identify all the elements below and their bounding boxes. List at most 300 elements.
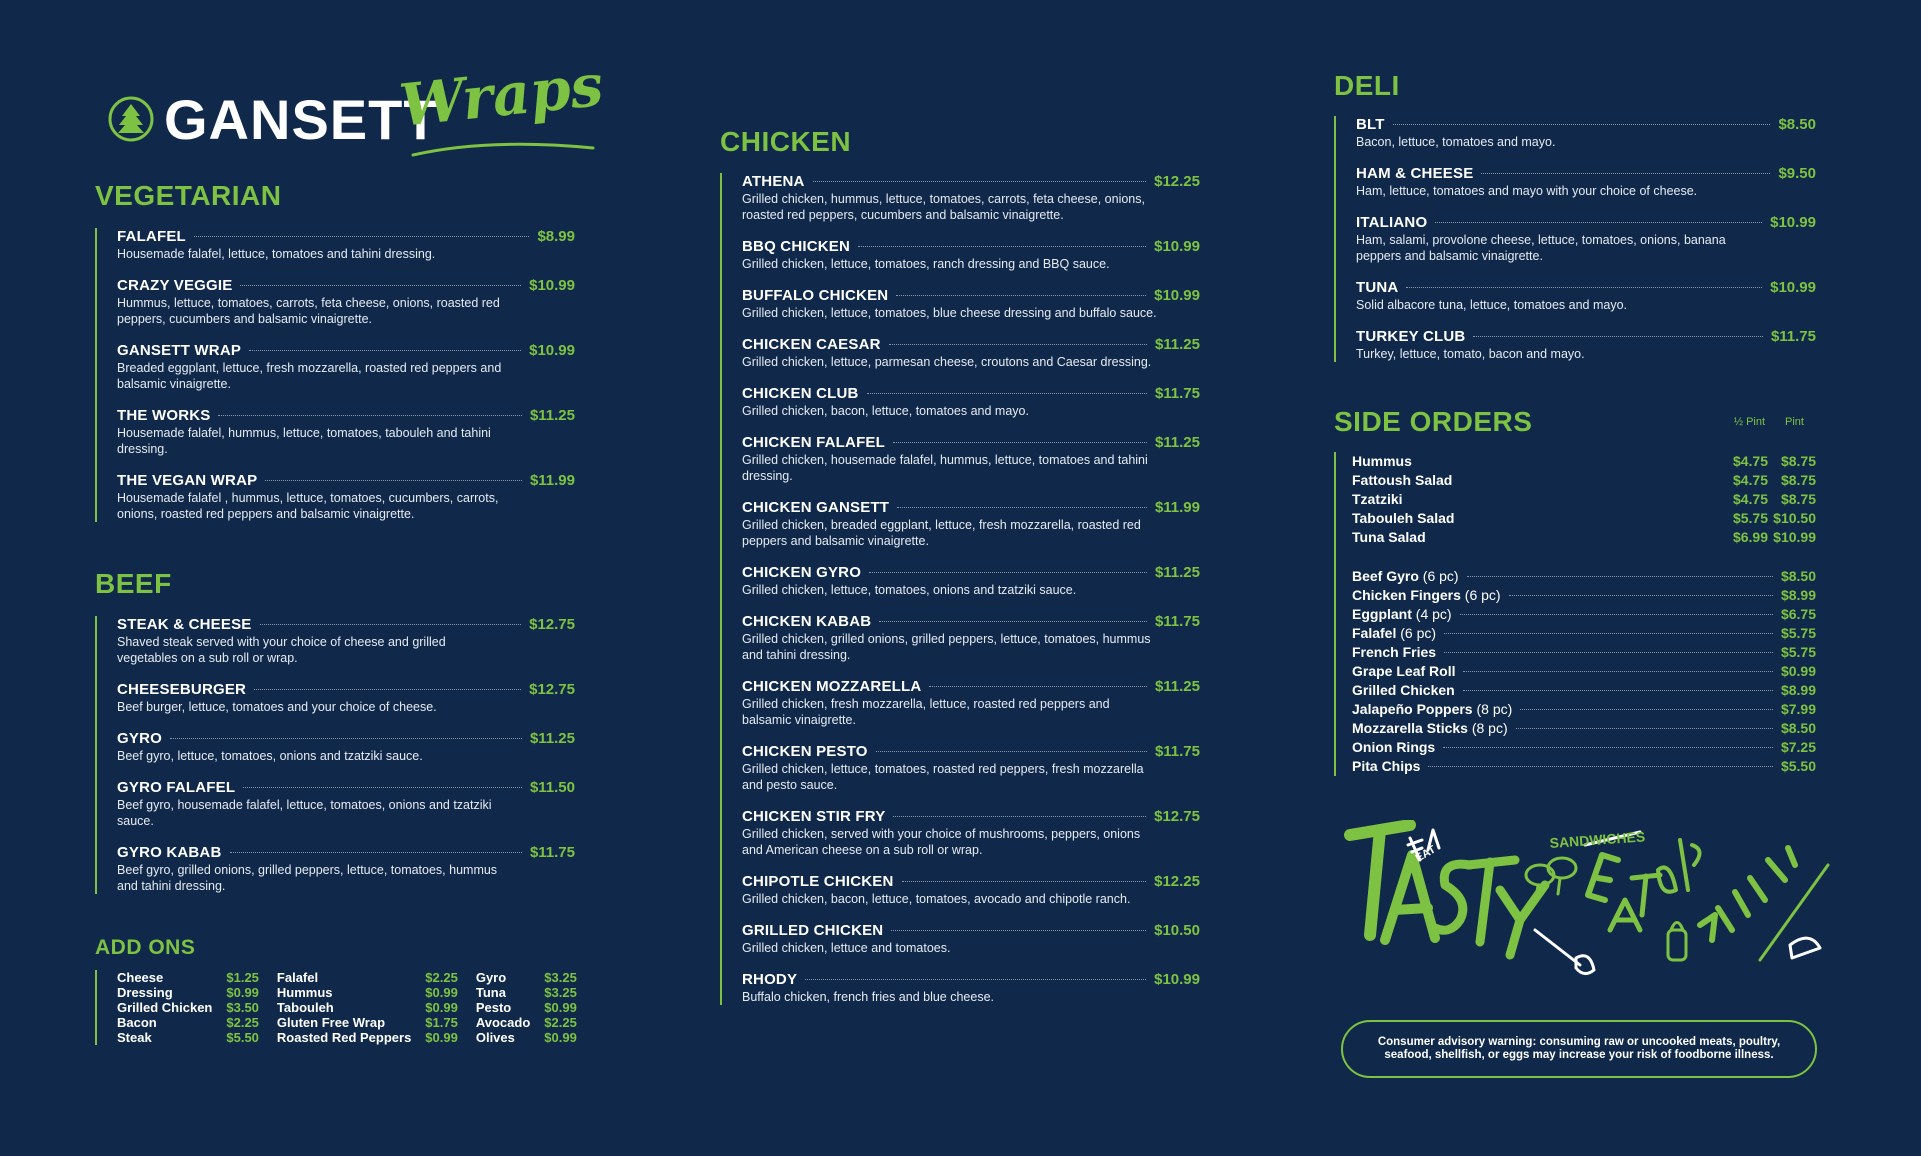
dotted-leader	[902, 881, 1147, 882]
menu-item-description: Grilled chicken, served with your choice of mushrooms, peppers, onions and American cheese on a sub roll or wrap.	[742, 827, 1141, 857]
addon-name: Gyro	[475, 970, 507, 985]
side-item-name: Chicken Fingers	[1352, 587, 1461, 603]
menu-item-name: TURKEY CLUB	[1356, 328, 1466, 345]
addon-name: Falafel	[276, 970, 319, 985]
dotted-leader	[879, 621, 1147, 622]
side-item-price: $8.50	[1780, 568, 1816, 584]
dotted-leader	[1393, 124, 1771, 125]
addon-name: Grilled Chicken	[117, 1000, 213, 1015]
menu-item-price: $11.99	[1154, 499, 1200, 516]
addon-price: $1.75	[425, 1015, 458, 1030]
tasty-doodle-illustration	[1340, 820, 1830, 985]
side-item-price: $5.50	[1780, 758, 1816, 774]
side-item-price: $7.99	[1780, 701, 1816, 717]
menu-item	[117, 277, 575, 327]
side-item-price: $8.99	[1780, 682, 1816, 698]
dotted-leader	[1516, 728, 1773, 729]
menu-item-name: FALAFEL	[117, 228, 186, 245]
menu-item-name: STEAK & CHEESE	[117, 616, 252, 633]
side-item-name-wrap	[1352, 757, 1420, 776]
salad-table	[1352, 452, 1816, 547]
vegetarian-section	[95, 182, 575, 522]
menu-item-name: CHICKEN GANSETT	[742, 499, 890, 516]
addon-price: $0.99	[544, 1030, 577, 1045]
menu-item-description: Grilled chicken, bacon, lettuce, tomatoes and mayo.	[742, 404, 1029, 418]
menu-item-name: CHICKEN CAESAR	[742, 336, 881, 353]
addon-price: $2.25	[544, 1015, 577, 1030]
menu-item	[742, 808, 1200, 858]
menu-item-description: Beef gyro, housemade falafel, lettuce, tomatoes, onions and tzatziki sauce.	[117, 798, 492, 828]
dotted-leader	[243, 787, 522, 788]
addon-price: $5.50	[226, 1030, 259, 1045]
menu-item-price: $11.25	[529, 407, 575, 424]
menu-item-header	[742, 613, 1200, 630]
doodle-word-sandwiches: SANDWICHES	[1549, 828, 1646, 851]
side-item-name: Mozzarella Sticks	[1352, 720, 1468, 736]
dotted-leader	[194, 236, 530, 237]
side-item	[1352, 586, 1816, 605]
menu-item-header	[742, 678, 1200, 695]
dotted-leader	[1428, 766, 1772, 767]
menu-item-price: $10.99	[1154, 971, 1200, 988]
menu-item-header	[1356, 116, 1816, 133]
section-title: BEEF	[95, 568, 172, 599]
menu-item	[742, 922, 1200, 956]
dotted-leader	[1509, 595, 1773, 596]
menu-item-header	[1356, 214, 1816, 231]
dotted-leader	[260, 624, 522, 625]
menu-item-price: $11.50	[529, 779, 575, 796]
side-item-portion: (8 pc)	[1467, 720, 1508, 736]
addon-name: Hummus	[276, 985, 333, 1000]
side-orders-section	[1334, 408, 1816, 776]
dotted-leader	[896, 295, 1146, 296]
menu-item-name: GRILLED CHICKEN	[742, 922, 884, 939]
side-item-name: French Fries	[1352, 644, 1437, 660]
addon-name: Tuna	[475, 985, 506, 1000]
side-item-name-wrap	[1352, 681, 1455, 700]
menu-item-description: Housemade falafel , hummus, lettuce, tomatoes, cucumbers, carrots, onions, roasted red peppers and balsamic vinaigrette.	[117, 491, 499, 521]
menu-item-name: RHODY	[742, 971, 798, 988]
menu-item-header	[742, 922, 1200, 939]
brand-name: GANSETT	[164, 88, 439, 151]
menu-item-description: Beef burger, lettuce, tomatoes and your choice of cheese.	[117, 700, 437, 714]
menu-item-name: CHEESEBURGER	[117, 681, 247, 698]
menu-item-price: $12.25	[1154, 173, 1200, 190]
dotted-leader	[230, 852, 522, 853]
menu-item-description: Beef gyro, lettuce, tomatoes, onions and tzatziki sauce.	[117, 749, 423, 763]
menu-item	[742, 173, 1200, 223]
addon-price: $2.25	[226, 1015, 259, 1030]
menu-item	[1356, 328, 1816, 362]
menu-item-header	[117, 342, 575, 359]
salad-pint-price: $8.75	[1780, 472, 1816, 488]
menu-item-description: Beef gyro, grilled onions, grilled peppers, lettuce, tomatoes, hummus and tahini dressing.	[117, 863, 498, 893]
menu-item-description: Grilled chicken, lettuce, tomatoes, onions and tzatziki sauce.	[742, 583, 1077, 597]
menu-item-header	[742, 238, 1200, 255]
side-item-name-wrap	[1352, 662, 1455, 681]
salad-pint-price: $8.75	[1780, 453, 1816, 469]
dotted-leader	[254, 689, 521, 690]
side-item	[1352, 738, 1816, 757]
side-item-portion: (8 pc)	[1472, 701, 1513, 717]
menu-item-description: Grilled chicken, bacon, lettuce, tomatoes, avocado and chipotle ranch.	[742, 892, 1131, 906]
addon-name: Bacon	[117, 1015, 157, 1030]
salad-name: Tabouleh Salad	[1352, 510, 1455, 526]
menu-item-name: THE VEGAN WRAP	[117, 472, 258, 489]
menu-item-price: $12.75	[1154, 808, 1200, 825]
menu-item-header	[117, 407, 575, 424]
brand-script: Wraps	[396, 50, 607, 140]
menu-item-header	[1356, 328, 1816, 345]
menu-item-price: $11.25	[1154, 564, 1200, 581]
menu-item-name: BBQ CHICKEN	[742, 238, 851, 255]
salad-half-pint-price: $4.75	[1732, 472, 1768, 488]
side-orders-list	[1334, 452, 1816, 776]
side-item	[1352, 567, 1816, 586]
menu-item-header	[117, 730, 575, 747]
dotted-leader	[1443, 747, 1773, 748]
menu-item-price: $12.75	[529, 681, 575, 698]
side-item-name-wrap	[1352, 624, 1436, 643]
menu-item	[117, 228, 575, 262]
menu-item	[117, 730, 575, 764]
chicken-section	[720, 128, 1200, 1005]
dotted-leader	[1444, 633, 1773, 634]
menu-item-name: GYRO FALAFEL	[117, 779, 236, 796]
menu-item-description: Grilled chicken, lettuce and tomatoes.	[742, 941, 951, 955]
menu-item-description: Solid albacore tuna, lettuce, tomatoes and mayo.	[1356, 298, 1627, 312]
menu-item-description: Grilled chicken, lettuce, parmesan cheese, croutons and Caesar dressing.	[742, 355, 1152, 369]
side-item	[1352, 624, 1816, 643]
dotted-leader	[240, 285, 521, 286]
doodle-word-eat: EAT	[1413, 843, 1438, 865]
beef-list	[95, 616, 575, 894]
menu-item-price: $11.99	[529, 472, 575, 489]
menu-item-name: TUNA	[1356, 279, 1399, 296]
dotted-leader	[1460, 614, 1773, 615]
menu-item-header	[742, 971, 1200, 988]
side-item-name-wrap	[1352, 586, 1501, 605]
menu-item	[742, 743, 1200, 793]
menu-item-description: Grilled chicken, grilled onions, grilled peppers, lettuce, tomatoes, hummus and tahini dressing.	[742, 632, 1151, 662]
side-item-name-wrap	[1352, 643, 1436, 662]
menu-item-price: $8.50	[1778, 116, 1816, 133]
menu-item	[117, 342, 575, 392]
side-item-name: Jalapeño Poppers	[1352, 701, 1473, 717]
deli-list	[1334, 116, 1816, 362]
menu-item-name: CHICKEN CLUB	[742, 385, 859, 402]
side-item	[1352, 662, 1816, 681]
menu-item-price: $11.25	[1154, 678, 1200, 695]
menu-item-description: Ham, lettuce, tomatoes and mayo with your choice of cheese.	[1356, 184, 1698, 198]
side-item	[1352, 643, 1816, 662]
menu-item-header	[117, 844, 575, 861]
addon-name: Dressing	[117, 985, 173, 1000]
menu-item-name: CHICKEN FALAFEL	[742, 434, 885, 451]
menu-item-price: $9.50	[1778, 165, 1816, 182]
side-column-labels	[1734, 416, 1816, 428]
menu-item	[117, 681, 575, 715]
menu-item-header	[742, 499, 1200, 516]
dotted-leader	[929, 686, 1147, 687]
beef-section	[95, 570, 575, 894]
dotted-leader	[1520, 709, 1773, 710]
menu-item-name: CHIPOTLE CHICKEN	[742, 873, 894, 890]
dotted-leader	[249, 350, 521, 351]
addon-name: Pesto	[475, 1000, 512, 1015]
dotted-leader	[891, 930, 1146, 931]
dotted-leader	[1481, 173, 1770, 174]
menu-item-header	[117, 779, 575, 796]
menu-item-description: Housemade falafel, hummus, lettuce, tomatoes, tabouleh and tahini dressing.	[117, 426, 491, 456]
side-item-name-wrap	[1352, 719, 1508, 738]
dotted-leader	[867, 393, 1147, 394]
menu-item-description: Grilled chicken, fresh mozzarella, lettuce, roasted red peppers and balsamic vinaigrette.	[742, 697, 1110, 727]
addon-name: Steak	[117, 1030, 152, 1045]
dotted-leader	[897, 507, 1147, 508]
menu-item-header	[1356, 279, 1816, 296]
addon-name: Cheese	[117, 970, 164, 985]
dotted-leader	[1444, 652, 1773, 653]
side-item-name-wrap	[1352, 605, 1452, 624]
menu-item-header	[742, 808, 1200, 825]
addon-price: $3.25	[544, 970, 577, 985]
side-item	[1352, 700, 1816, 719]
dotted-leader	[1463, 690, 1773, 691]
salad-name: Tuna Salad	[1352, 529, 1426, 545]
half-pint-label: ½ Pint	[1733, 416, 1766, 428]
side-item-price: $8.50	[1780, 720, 1816, 736]
menu-item-header	[1356, 165, 1816, 182]
dotted-leader	[893, 442, 1147, 443]
consumer-advisory: Consumer advisory warning: consuming raw or uncooked meats, poultry, seafood, shellfish, or eggs may increase your risk of foodborne illness.	[1341, 1020, 1817, 1078]
dotted-leader	[893, 816, 1146, 817]
menu-item-description: Shaved steak served with your choice of cheese and grilled vegetables on a sub roll or wrap.	[117, 635, 446, 665]
menu-item-description: Grilled chicken, housemade falafel, hummus, lettuce, tomatoes and tahini dressing.	[742, 453, 1148, 483]
dotted-leader	[1406, 287, 1762, 288]
side-item-portion: (4 pc)	[1411, 606, 1452, 622]
addon-column	[117, 970, 259, 1045]
menu-item-price: $11.25	[1154, 434, 1200, 451]
menu-item-name: ITALIANO	[1356, 214, 1428, 231]
menu-item-price: $11.25	[529, 730, 575, 747]
menu-item	[742, 873, 1200, 907]
menu-item	[117, 844, 575, 894]
addon-name: Tabouleh	[276, 1000, 334, 1015]
menu-item	[117, 472, 575, 522]
menu-item-price: $11.25	[1154, 336, 1200, 353]
menu-item-name: GYRO	[117, 730, 162, 747]
vegetarian-list	[95, 228, 575, 522]
menu-item-name: CHICKEN KABAB	[742, 613, 872, 630]
dotted-leader	[1435, 222, 1762, 223]
addon-price: $0.99	[425, 985, 458, 1000]
dotted-leader	[1463, 671, 1772, 672]
section-title: SIDE ORDERS	[1334, 406, 1533, 437]
side-item-name: Onion Rings	[1352, 739, 1436, 755]
menu-item-description: Breaded eggplant, lettuce, fresh mozzarella, roasted red peppers and balsamic vinaigrette.	[117, 361, 502, 391]
menu-item-name: CHICKEN PESTO	[742, 743, 868, 760]
side-item-portion: (6 pc)	[1396, 625, 1437, 641]
addon-price: $0.99	[425, 1030, 458, 1045]
menu-item	[742, 564, 1200, 598]
menu-item-header	[742, 434, 1200, 451]
sides-list	[1352, 567, 1816, 776]
side-item-price: $8.99	[1780, 587, 1816, 603]
side-item-name: Grape Leaf Roll	[1352, 663, 1456, 679]
salad-half-pint-price: $4.75	[1732, 491, 1768, 507]
menu-item-price: $10.99	[529, 342, 575, 359]
side-item-price: $0.99	[1780, 663, 1816, 679]
salad-name: Hummus	[1352, 453, 1412, 469]
side-item	[1352, 719, 1816, 738]
salad-pint-price: $10.50	[1773, 510, 1816, 526]
section-title: ADD ONS	[95, 936, 196, 959]
menu-item-name: CRAZY VEGGIE	[117, 277, 233, 294]
dotted-leader	[218, 415, 521, 416]
dotted-leader	[813, 181, 1147, 182]
side-item	[1352, 605, 1816, 624]
menu-item-description: Hummus, lettuce, tomatoes, carrots, feta cheese, onions, roasted red peppers, cucumbers and balsamic vinaigrette.	[117, 296, 500, 326]
dotted-leader	[805, 979, 1146, 980]
addons-grid	[95, 970, 577, 1045]
addons-section	[95, 937, 577, 1045]
section-title: DELI	[1334, 70, 1400, 101]
menu-item-price: $11.75	[1154, 743, 1200, 760]
menu-item-header	[117, 277, 575, 294]
addon-name: Avocado	[475, 1015, 531, 1030]
menu-item	[117, 407, 575, 457]
menu-item	[1356, 279, 1816, 313]
side-item-name: Beef Gyro	[1352, 568, 1419, 584]
addon-name: Olives	[475, 1030, 515, 1045]
dotted-leader	[1467, 576, 1773, 577]
menu-item-name: GYRO KABAB	[117, 844, 222, 861]
addon-price: $0.99	[226, 985, 259, 1000]
menu-item-price: $11.75	[529, 844, 575, 861]
menu-item-description: Grilled chicken, lettuce, tomatoes, roasted red peppers, fresh mozzarella and pesto sauce.	[742, 762, 1144, 792]
menu-item-price: $11.75	[1770, 328, 1816, 345]
menu-item-price: $12.75	[529, 616, 575, 633]
menu-item-name: CHICKEN MOZZARELLA	[742, 678, 922, 695]
menu-item-header	[742, 385, 1200, 402]
pint-label: Pint	[1785, 416, 1804, 428]
dotted-leader	[265, 480, 522, 481]
salad-pint-price: $8.75	[1780, 491, 1816, 507]
menu-item-description: Housemade falafel, lettuce, tomatoes and tahini dressing.	[117, 247, 436, 261]
addon-price: $3.25	[544, 985, 577, 1000]
menu-item-description: Grilled chicken, breaded eggplant, lettuce, fresh mozzarella, roasted red peppers and balsamic vinaigrette.	[742, 518, 1141, 548]
addon-price: $1.25	[226, 970, 259, 985]
tree-icon	[108, 96, 154, 142]
addon-name: Roasted Red Peppers	[276, 1030, 412, 1045]
menu-item-name: THE WORKS	[117, 407, 211, 424]
menu-item-header	[117, 228, 575, 245]
addon-price: $0.99	[544, 1000, 577, 1015]
menu-item-name: ATHENA	[742, 173, 805, 190]
side-item-name: Grilled Chicken	[1352, 682, 1455, 698]
side-item	[1352, 757, 1816, 776]
menu-item-price: $10.99	[1154, 238, 1200, 255]
menu-item	[117, 616, 575, 666]
dotted-leader	[889, 344, 1147, 345]
menu-item-price: $12.25	[1154, 873, 1200, 890]
addon-column	[476, 970, 577, 1045]
menu-item	[117, 779, 575, 829]
section-title: VEGETARIAN	[95, 180, 282, 211]
addon-price: $0.99	[425, 1000, 458, 1015]
menu-item-description: Ham, salami, provolone cheese, lettuce, tomatoes, onions, banana peppers and balsamic vinaigrette.	[1356, 233, 1726, 263]
side-item-price: $6.75	[1780, 606, 1816, 622]
menu-item	[742, 499, 1200, 549]
addon-column	[277, 970, 458, 1045]
menu-item-description: Grilled chicken, lettuce, tomatoes, blue cheese dressing and buffalo sauce.	[742, 306, 1157, 320]
menu-item-header	[117, 616, 575, 633]
menu-item-header	[742, 287, 1200, 304]
menu-item	[1356, 214, 1816, 264]
menu-item-header	[742, 173, 1200, 190]
menu-item-header	[742, 336, 1200, 353]
dotted-leader	[858, 246, 1146, 247]
menu-item-header	[742, 873, 1200, 890]
side-item-name-wrap	[1352, 700, 1512, 719]
side-item-name: Pita Chips	[1352, 758, 1421, 774]
section-title: CHICKEN	[720, 126, 852, 157]
side-item-name: Falafel	[1352, 625, 1397, 641]
salad-half-pint-price: $5.75	[1732, 510, 1768, 526]
brand-logo	[108, 50, 608, 162]
menu-item-header	[742, 743, 1200, 760]
menu-item-price: $10.99	[1154, 287, 1200, 304]
menu-item-name: CHICKEN GYRO	[742, 564, 862, 581]
side-item-price: $5.75	[1780, 625, 1816, 641]
menu-item-description: Grilled chicken, hummus, lettuce, tomatoes, carrots, feta cheese, onions, roasted red peppers, cucumbers and balsamic vinaigrette.	[742, 192, 1145, 222]
addon-price: $2.25	[425, 970, 458, 985]
menu-item-price: $10.99	[529, 277, 575, 294]
menu-item-price: $11.75	[1154, 385, 1200, 402]
addon-name: Gluten Free Wrap	[276, 1015, 386, 1030]
menu-item-price: $11.75	[1154, 613, 1200, 630]
menu-item-description: Buffalo chicken, french fries and blue cheese.	[742, 990, 995, 1004]
chicken-list	[720, 173, 1200, 1005]
swoosh-decoration	[408, 130, 598, 160]
side-item	[1352, 681, 1816, 700]
menu-item	[742, 613, 1200, 663]
menu-item-price: $10.50	[1154, 922, 1200, 939]
dotted-leader	[876, 751, 1147, 752]
salad-name: Tzatziki	[1352, 491, 1403, 507]
side-item-name-wrap	[1352, 567, 1459, 586]
dotted-leader	[170, 738, 522, 739]
salad-pint-price: $10.99	[1773, 529, 1816, 545]
dotted-leader	[1473, 336, 1763, 337]
menu-item	[742, 336, 1200, 370]
salad-name: Fattoush Salad	[1352, 472, 1453, 488]
menu-item-price: $10.99	[1770, 214, 1816, 231]
menu-item-header	[117, 681, 575, 698]
menu-item	[742, 678, 1200, 728]
menu-item-header	[117, 472, 575, 489]
dotted-leader	[869, 572, 1147, 573]
menu-item-description: Bacon, lettuce, tomatoes and mayo.	[1356, 135, 1556, 149]
salad-half-pint-price: $6.99	[1732, 529, 1768, 545]
side-item-name-wrap	[1352, 738, 1435, 757]
menu-item-price: $10.99	[1770, 279, 1816, 296]
menu-item	[742, 385, 1200, 419]
side-item-name: Eggplant	[1352, 606, 1412, 622]
deli-section	[1334, 72, 1816, 362]
